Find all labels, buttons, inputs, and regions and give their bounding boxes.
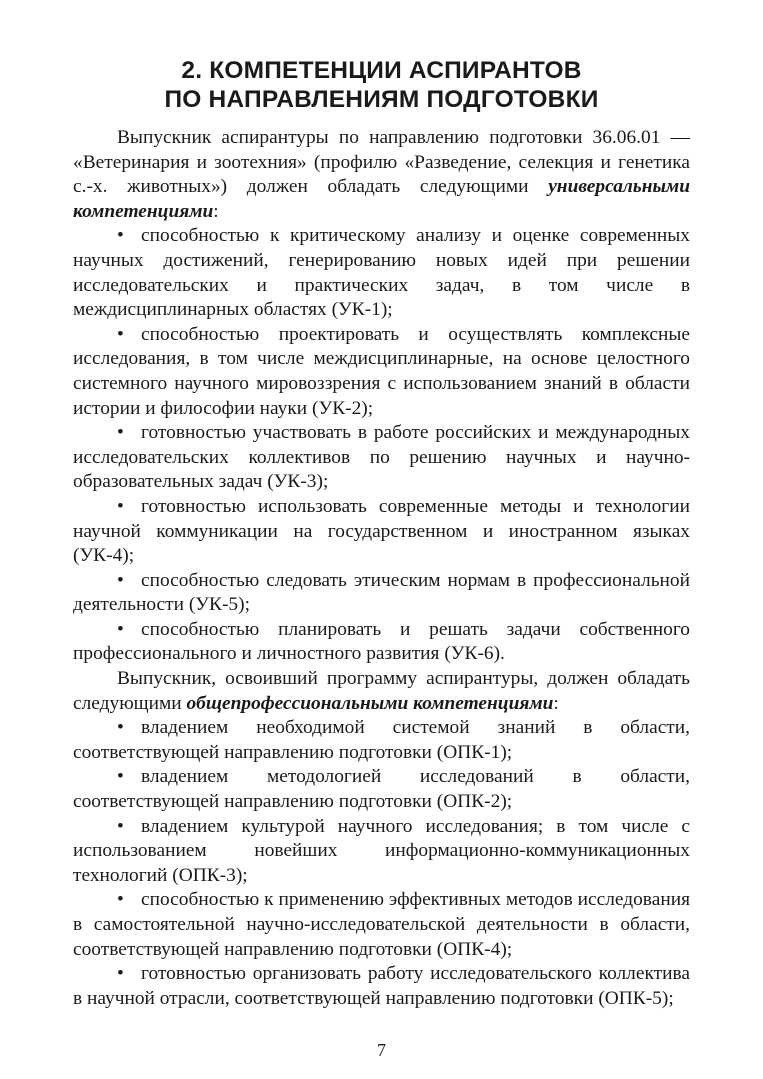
list-item-opk-5 — [73, 962, 690, 1011]
bullet-icon: • — [117, 889, 124, 911]
list-item-text: способностью следовать этическим нормам в профессиональной деятельности (УК-5); — [73, 569, 690, 616]
bullet-icon: • — [117, 422, 124, 444]
intro-universal-text: Выпускник аспирантуры по направлению подготовки 36.06.01 — «Ветеринария и зоотехния» (профилю «Разведение, селекция и генетика с.-х. животных») должен обладать следующими — [73, 127, 690, 198]
list-item-text: готовностью использовать современные методы и технологии научной коммуникации на государственном и иностранном языках (УК-4); — [73, 495, 690, 567]
list-item-text: владением культурой научного исследования; в том числе с использованием новейших информационно-коммуникационных технологий (ОПК-3); — [73, 815, 690, 886]
list-item-uk-2 — [73, 323, 690, 421]
intro-general-text: Выпускник, освоивший программу аспирантуры, должен обладать следующими — [73, 668, 690, 714]
list-item-uk-1 — [73, 224, 690, 322]
list-item-opk-3 — [73, 815, 690, 889]
list-item-text: готовностью участвовать в работе российских и международных исследовательских коллективов по решению научных и научно-образовательных задач (УК-3); — [73, 422, 690, 493]
intro-general-emphasis: общепрофессиональными компетенциями — [186, 692, 554, 714]
list-item-opk-4 — [73, 888, 690, 962]
bullet-icon: • — [117, 323, 124, 345]
list-item-opk-1 — [73, 716, 690, 765]
body-text — [73, 126, 690, 1011]
list-item-uk-4 — [73, 495, 690, 569]
intro-universal-suffix: : — [213, 200, 219, 222]
bullet-icon: • — [117, 495, 124, 517]
list-item-text: владением необходимой системой знаний в области, соответствующей направлению подготовки (ОПК-1); — [73, 717, 690, 763]
list-item-uk-6 — [73, 618, 690, 667]
bullet-icon: • — [117, 618, 124, 640]
intro-universal-emphasis: универсальными компетенциями — [73, 176, 690, 222]
list-item-text: владением методологией исследований в области, соответствующей направлению подготовки (ОПК-2); — [73, 766, 690, 813]
list-item-text: способностью проектировать и осуществлять комплексные исследования, в том числе междисциплинарные, на основе целостного системного научного мировоззрения с использованием знаний в области истории и философии науки (УК-2); — [73, 323, 690, 419]
list-item-text: способностью к критическому анализу и оценке современных научных достижений, генерированию новых идей при решении исследовательских и практических задач, в том числе в междисциплинарных областях (УК-1); — [73, 225, 690, 321]
list-item-text: способностью к применению эффективных методов исследования в самостоятельной научно-исследовательской деятельности в области, соответствующей направлению подготовки (ОПК-4); — [73, 889, 690, 960]
list-item-text: готовностью организовать работу исследовательского коллектива в научной отрасли, соответствующей направлению подготовки (ОПК-5); — [73, 963, 690, 1009]
list-item-uk-5 — [73, 569, 690, 618]
bullet-icon: • — [117, 717, 124, 739]
bullet-icon: • — [117, 766, 124, 788]
list-item-uk-3 — [73, 421, 690, 495]
page-number: 7 — [377, 1040, 386, 1060]
intro-general-suffix: : — [553, 692, 559, 714]
paragraph-intro-universal — [73, 126, 690, 224]
title-line-2: ПО НАПРАВЛЕНИЯМ ПОДГОТОВКИ — [164, 86, 599, 113]
bullet-icon: • — [117, 569, 124, 591]
bullet-icon: • — [117, 815, 124, 837]
paragraph-intro-general — [73, 667, 690, 716]
document-page — [73, 56, 690, 1011]
bullet-icon: • — [117, 225, 124, 247]
page-title — [73, 56, 690, 114]
title-line-1: 2. КОМПЕТЕНЦИИ АСПИРАНТОВ — [181, 57, 582, 84]
bullet-icon: • — [117, 963, 124, 985]
list-item-opk-2 — [73, 765, 690, 814]
list-item-text: способностью планировать и решать задачи собственного профессионального и личностного развития (УК-6). — [73, 618, 690, 665]
